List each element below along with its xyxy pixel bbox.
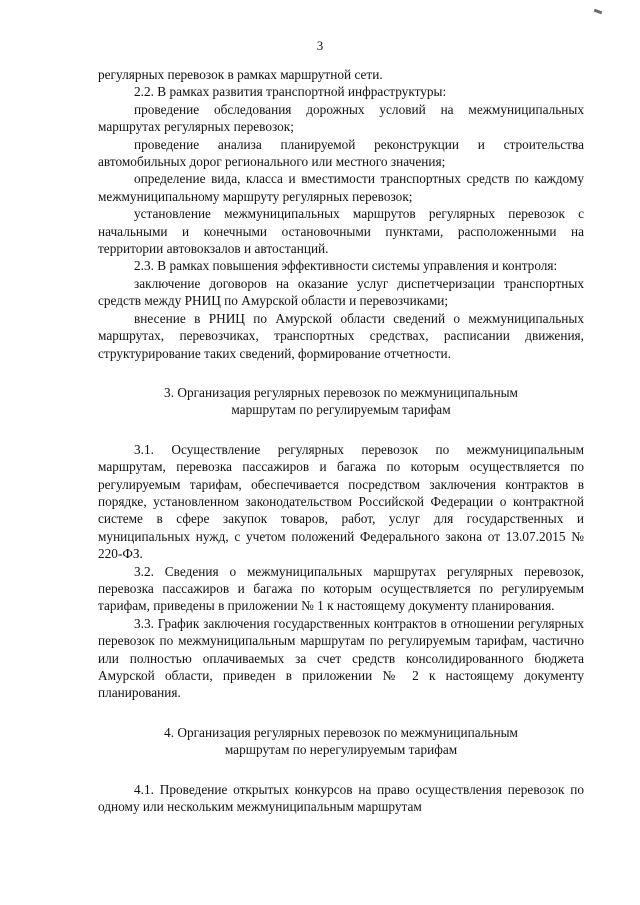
section-4-heading-line2: маршрутам по нерегулируемым тарифам bbox=[224, 742, 458, 758]
section-4-heading bbox=[98, 724, 584, 759]
paragraph-item: внесение в РНИЦ по Амурской области сведений о межмуниципальных маршрутах, перевозчиках, транспортных средствах, расписании движения, структурирование таких сведений, формирование отчетности. bbox=[98, 310, 584, 361]
page-number: 3 bbox=[316, 38, 324, 53]
paragraph-item: проведение анализа планируемой реконструкции и строительства автомобильных дорог регионального или местного значения; bbox=[98, 136, 584, 170]
section-3-heading-line2: маршрутам по регулируемым тарифам bbox=[231, 402, 451, 418]
paragraph-3-3: 3.3. График заключения государственных контрактов в отношении регулярных перевозок по межмуниципальным маршрутам по регулируемым тарифам, частично или полностью оплачиваемых за счет средств консолидированного бюджета Амурской области, приведен в приложении № 2 к настоящему документу планирования. bbox=[98, 615, 584, 701]
section-4-heading-line1: 4. Организация регулярных перевозок по межмуниципальным bbox=[164, 724, 518, 740]
paragraph-2-3: 2.3. В рамках повышения эффективности системы управления и контроля: bbox=[134, 258, 558, 274]
paragraph-2-2: 2.2. В рамках развития транспортной инфраструктуры: bbox=[134, 84, 447, 100]
paragraph-item: заключение договоров на оказание услуг диспетчеризации транспортных средств между РНИЦ по Амурской области и перевозчиками; bbox=[98, 275, 584, 309]
paragraph-item: проведение обследования дорожных условий на межмуниципальных маршрутах регулярных перевозок; bbox=[98, 101, 584, 135]
document-body bbox=[98, 66, 584, 815]
paragraph-item: установление межмуниципальных маршрутов регулярных перевозок с начальными и конечными остановочными пунктами, расположенными на территории автовокзалов и автостанций. bbox=[98, 206, 584, 257]
paragraph-3-1: 3.1. Осуществление регулярных перевозок по межмуниципальным маршрутам, перевозка пассажиров и багажа по которым осуществляется по регулируемым тарифам, обеспечивается посредством заключения контрактов в порядке, установленном законодательством Российской Федерации о контрактной системе в сфере закупок товаров, работ, услуг для государственных и муниципальных нужд, с учетом положений Федерального закона от 13.07.2015 № 220-ФЗ. bbox=[98, 441, 584, 562]
paragraph-4-1: 4.1. Проведение открытых конкурсов на право осуществления перевозок по одному или нескольким межмуниципальным маршрутам bbox=[98, 781, 584, 815]
corner-mark bbox=[594, 9, 603, 15]
paragraph-continuation: регулярных перевозок в рамках маршрутной сети. bbox=[98, 67, 383, 82]
section-3-heading-line1: 3. Организация регулярных перевозок по межмуниципальным bbox=[164, 384, 518, 400]
section-3-heading bbox=[98, 384, 584, 419]
paragraph-3-2: 3.2. Сведения о межмуниципальных маршрутах регулярных перевозок, перевозка пассажиров и багажа по которым осуществляется по регулируемым тарифам, приведены в приложении № 1 к настоящему документу планирования. bbox=[98, 563, 584, 614]
paragraph-item: определение вида, класса и вместимости транспортных средств по каждому межмуниципальному маршруту регулярных перевозок; bbox=[98, 171, 584, 204]
